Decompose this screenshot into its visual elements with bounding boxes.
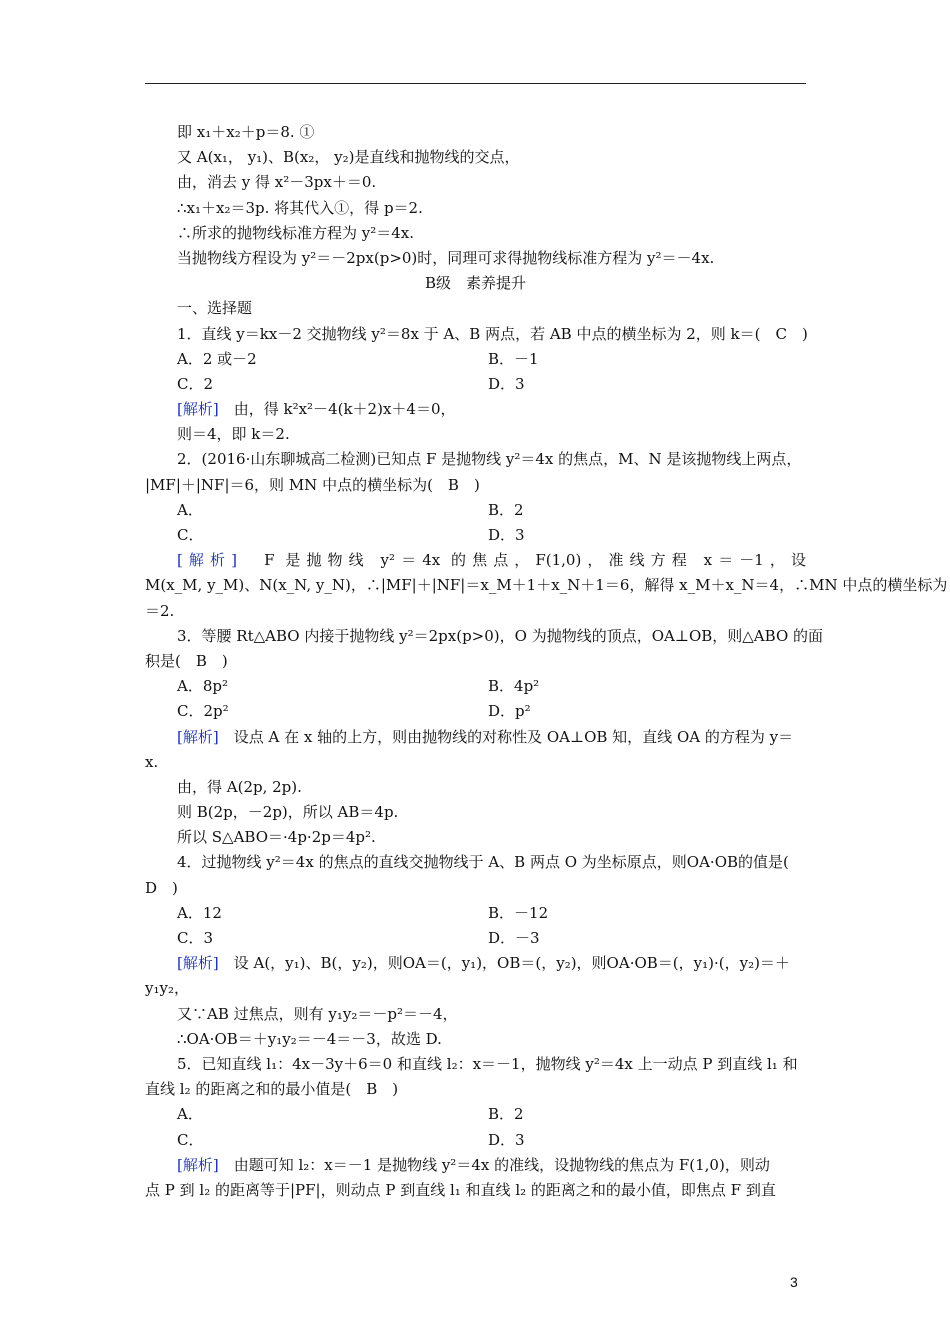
analysis-tag: [解析]	[177, 727, 219, 746]
option-row	[145, 674, 806, 699]
option-row	[145, 1102, 806, 1127]
analysis-text: 由题可知 l₂：x＝－1 是抛物线 y²＝4x 的准线，设抛物线的焦点为 F(1,0)，则动	[218, 1155, 770, 1174]
option-right: B．－1	[488, 349, 539, 368]
text-line: 点 P 到 l₂ 的距离等于|PF|，则动点 P 到直线 l₁ 和直线 l₂ 的距离之和的最小值，即焦点 F 到直	[145, 1180, 776, 1199]
text-line: ＝2.	[145, 601, 175, 620]
option-left: A．12	[177, 903, 222, 922]
analysis-text: 设 A(，y₁)、B(，y₂)，则OA＝(，y₁)，OB＝(，y₂)，则OA·OB＝(，y₁)·(，y₂)＝＋	[218, 954, 790, 973]
option-row	[145, 523, 806, 548]
option-left: C．3	[177, 929, 214, 947]
option-row	[145, 347, 806, 372]
text-line: 又 A(x₁， y₁)、B(x₂， y₂)是直线和抛物线的交点，	[177, 148, 520, 167]
analysis-line	[145, 1153, 806, 1178]
option-right: D．－3	[488, 929, 540, 947]
text-line: 由，消去 y 得 x²－3px＋＝0.	[177, 173, 377, 192]
option-left: A．	[177, 1105, 203, 1124]
analysis-tag: [解析]	[177, 400, 219, 419]
option-left: C．2p²	[177, 702, 229, 721]
text-line: 又∵AB 过焦点，则有 y₁y₂＝－p²＝－4，	[177, 1004, 458, 1023]
option-row	[145, 498, 806, 523]
option-right: B．4p²	[488, 677, 540, 696]
analysis-text: 由，得 k²x²－4(k＋2)x＋4＝0，	[218, 400, 456, 419]
text-line: 2．(2016·山东聊城高二检测)已知点 F 是抛物线 y²＝4x 的焦点，M、N 是该抛物线上两点，	[177, 450, 802, 469]
text-line: y₁y₂，	[145, 979, 189, 998]
header-rule	[145, 83, 806, 84]
analysis-line	[145, 951, 806, 976]
option-row	[145, 372, 806, 397]
option-row	[145, 1128, 806, 1153]
page-number: 3	[790, 1274, 798, 1290]
analysis-line	[145, 397, 806, 422]
section-heading: B级 素养提升	[424, 274, 527, 293]
option-right: D．3	[488, 374, 525, 393]
text-line: 则 B(2p，－2p)，所以 AB＝4p.	[177, 803, 399, 822]
text-line: 1．直线 y＝kx－2 交抛物线 y²＝8x 于 A、B 两点，若 AB 中点的横坐标为 2，则 k＝( C )	[177, 324, 808, 343]
text-line: ∴所求的抛物线标准方程为 y²＝4x.	[177, 223, 415, 242]
text-line: 5．已知直线 l₁：4x－3y＋6＝0 和直线 l₂：x＝－1，抛物线 y²＝4x 上一动点 P 到直线 l₁ 和	[177, 1054, 798, 1073]
text-line: ∴OA·OB＝＋y₁y₂＝－4＝－3，故选 D.	[177, 1029, 442, 1048]
text-line: 即 x₁＋x₂＋p＝8. ①	[177, 123, 315, 141]
option-right: B．2	[488, 500, 524, 519]
option-left: C．	[177, 526, 204, 544]
option-left: A．	[177, 500, 203, 519]
option-right: D．3	[488, 1130, 525, 1149]
text-line: M(x_M, y_M)、N(x_N, y_N)，∴|MF|＋|NF|＝x_M＋1＋x_N＋1＝6，解得 x_M＋x_N＝4，∴MN 中点的横坐标为	[145, 576, 948, 595]
text-line: 3．等腰 Rt△ABO 内接于抛物线 y²＝2px(p>0)，O 为抛物线的顶点，OA⊥OB，则△ABO 的面	[177, 626, 824, 645]
option-row	[145, 901, 806, 926]
option-right: B．2	[488, 1105, 524, 1124]
option-row	[145, 699, 806, 724]
analysis-line	[145, 548, 806, 573]
document-body	[145, 120, 948, 1203]
option-left: A．8p²	[177, 677, 228, 696]
option-left: C．2	[177, 374, 214, 393]
text-line: 由，得 A(2p, 2p).	[177, 777, 302, 796]
analysis-text: F 是抛物线 y²＝4x 的焦点，F(1,0)，准线方程 x＝－1，设	[236, 551, 806, 570]
analysis-tag: [解析]	[177, 1155, 219, 1174]
option-left: C．	[177, 1130, 204, 1149]
analysis-tag: [解析]	[177, 551, 237, 570]
analysis-text: 设点 A 在 x 轴的上方，则由抛物线的对称性及 OA⊥OB 知，直线 OA 的方程为 y＝	[218, 727, 794, 746]
text-line: ∴x₁＋x₂＝3p. 将其代入①，得 p＝2.	[177, 198, 423, 217]
text-line: 4．过抛物线 y²＝4x 的焦点的直线交抛物线于 A、B 两点 O 为坐标原点，则OA·OB的值是(	[177, 853, 789, 872]
option-right: B．－12	[488, 903, 549, 922]
text-line: 所以 S△ABO＝·4p·2p＝4p².	[177, 828, 376, 847]
text-line: D )	[145, 878, 178, 897]
text-line: 则＝4，即 k＝2.	[177, 425, 290, 444]
text-line: 当抛物线方程设为 y²＝－2px(p>0)时，同理可求得抛物线标准方程为 y²＝－4x.	[177, 248, 715, 267]
text-line: 直线 l₂ 的距离之和的最小值是( B )	[145, 1080, 399, 1099]
analysis-tag: [解析]	[177, 954, 219, 973]
option-right: D．3	[488, 526, 525, 544]
text-line: 积是( B )	[145, 651, 228, 670]
text-line: |MF|＋|NF|＝6，则 MN 中点的横坐标为( B )	[145, 475, 480, 494]
option-left: A．2 或－2	[177, 349, 257, 368]
text-line: x.	[145, 752, 159, 771]
option-row	[145, 926, 806, 951]
analysis-line	[145, 725, 806, 750]
option-right: D．p²	[488, 702, 531, 721]
text-line: 一、选择题	[177, 299, 253, 318]
